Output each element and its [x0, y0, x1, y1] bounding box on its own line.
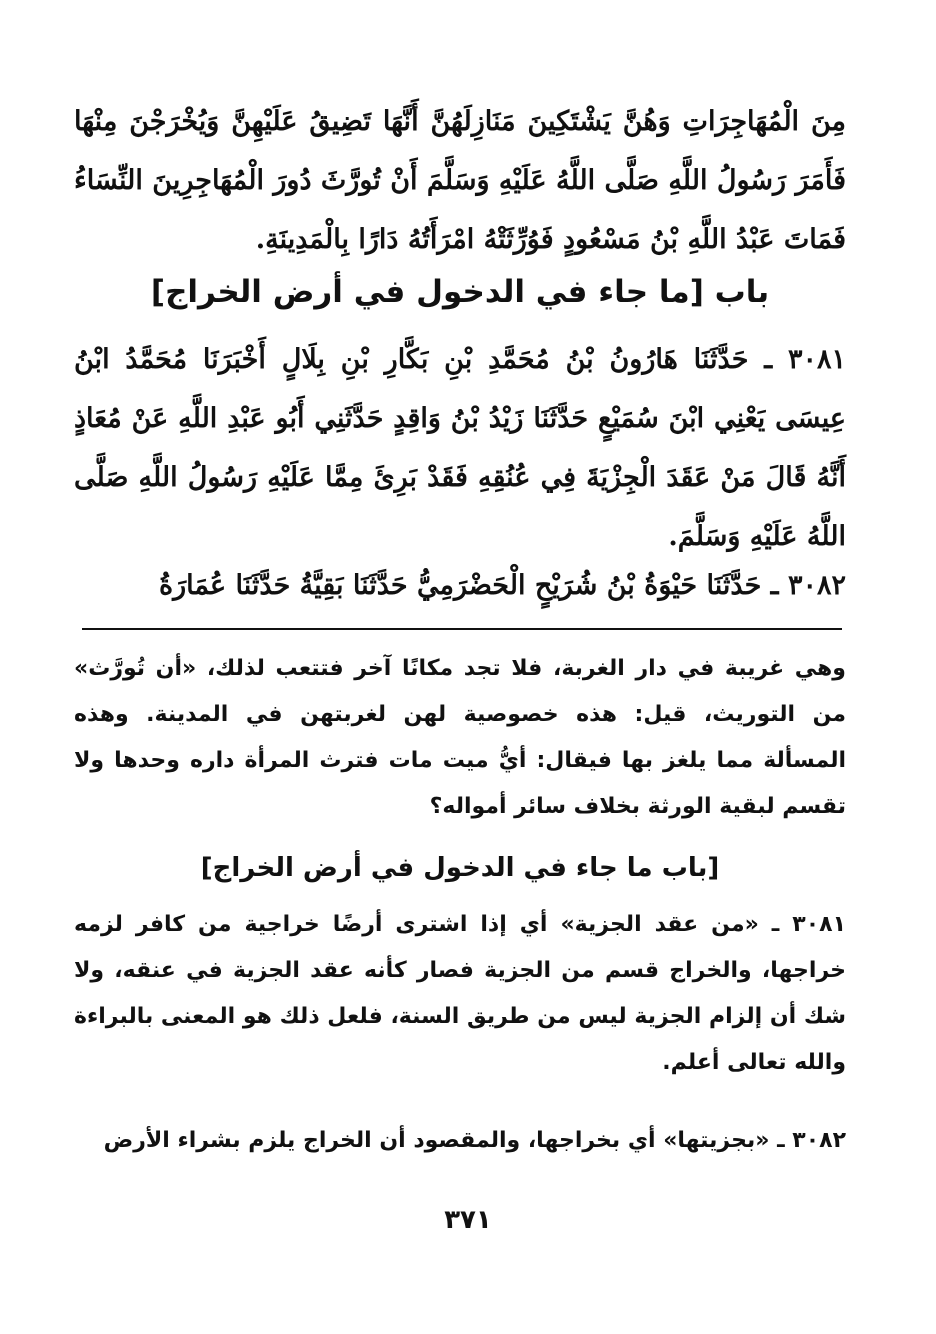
chapter-title: باب [ما جاء في الدخول في أرض الخراج]: [150, 274, 770, 310]
commentary-paragraph-2: ٣٠٨١ ـ «من عقد الجزية» أي إذا اشترى أرضًا خراجية من كافر لزمه خراجها، والخراج قسم من الجزية فصار كأنه عقد الجزية في عنقه، ولا شك أن إلزام الجزية ليس من طريق السنة، فلعل ذلك هو المعنى بالبراءة والله تعالى أعلم.: [74, 912, 846, 1075]
page-number: ٣٧١: [444, 1205, 492, 1235]
commentary-paragraph-3: ٣٠٨٢ ـ «بجزيتها» أي بخراجها، والمقصود أن الخراج يلزم بشراء الأرض: [103, 1128, 846, 1153]
opening-paragraph: مِنَ الْمُهَاجِرَاتِ وَهُنَّ يَشْتَكِينَ مَنَازِلَهُنَّ أَنَّهَا تَضِيقُ عَلَيْهِنَّ وَيُخْرَجْنَ مِنْهَا فَأَمَرَ رَسُولُ اللَّهِ صَلَّى اللَّهُ عَلَيْهِ وَسَلَّمَ أَنْ تُورَّثَ دُورَ الْمُهَاجِرِينَ النِّسَاءُ فَمَاتَ عَبْدُ اللَّهِ بْنُ مَسْعُودٍ فَوُرِّثَتْهُ امْرَأَتُهُ دَارًا بِالْمَدِينَةِ.: [74, 106, 846, 255]
main-text-block: [74, 92, 846, 269]
commentary-block-2: [74, 902, 846, 1086]
hadith-3082-text: ٣٠٨٢ ـ حَدَّثَنَا حَيْوَةُ بْنُ شُرَيْحٍ الْحَضْرَمِيُّ حَدَّثَنَا بَقِيَّةُ حَدَّثَنَا عُمَارَةُ: [158, 570, 846, 601]
footnote-divider: [82, 628, 842, 630]
hadith-3081-text: ٣٠٨١ ـ حَدَّثَنَا هَارُونُ بْنُ مُحَمَّدِ بْنِ بَكَّارِ بْنِ بِلَالٍ أَخْبَرَنَا مُحَمَّدُ ابْنُ عِيسَى يَعْنِي ابْنَ سُمَيْعٍ حَدَّثَنَا زَيْدُ بْنُ وَاقِدٍ حَدَّثَنِي أَبُو عَبْدِ اللَّهِ عَنْ مُعَاذٍ أَنَّهُ قَالَ مَنْ عَقَدَ الْجِزْيَةَ فِي عُنُقِهِ فَقَدْ بَرِئَ مِمَّا عَلَيْهِ رَسُولُ اللَّهِ صَلَّى اللَّهُ عَلَيْهِ وَسَلَّمَ.: [74, 344, 846, 552]
commentary-chapter-title: [باب ما جاء في الدخول في أرض الخراج]: [200, 853, 720, 883]
commentary-paragraph-1: وهي غريبة في دار الغربة، فلا تجد مكانًا آخر فتتعب لذلك، «أن تُورَّث» من التوريث، قيل: هذه خصوصية لهن لغربتهن في المدينة. وهذه المسألة مما يلغز بها فيقال: أيُّ ميت مات فترث المرأة داره وحدها ولا تقسم لبقية الورثة بخلاف سائر أمواله؟: [74, 656, 846, 819]
commentary-block: [74, 646, 846, 830]
hadith-3081-block: [74, 330, 846, 566]
